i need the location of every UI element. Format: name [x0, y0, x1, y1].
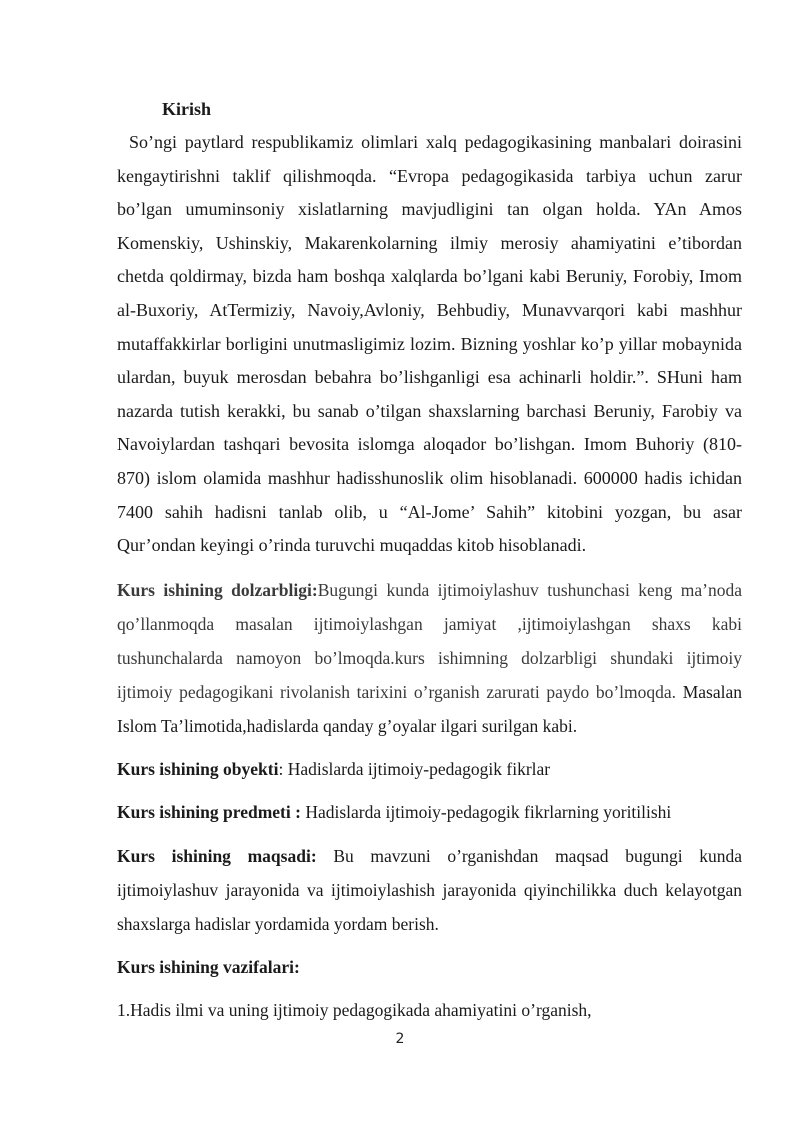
relevance-paragraph	[117, 573, 742, 743]
relevance-tail: Masalan Islom Ta’limotida,hadislarda qanday g’oyalar ilgari surilgan kabi.	[117, 681, 742, 736]
goal-text: Bu mavzuni o’rganishdan maqsad bugungi kunda ijtimoiylashuv jarayonida va ijtimoiylashish jarayonida qiyinchilikka duch kelayotgan shaxslarga hadislar yordamida yordam berish.	[117, 845, 742, 934]
page-content	[117, 96, 742, 1027]
object-label: Kurs ishining obyekti	[117, 758, 279, 779]
tasks-heading-line	[117, 950, 742, 984]
section-heading: Kirish	[162, 99, 212, 119]
goal-paragraph	[117, 839, 742, 941]
object-colon: :	[278, 758, 284, 779]
relevance-label: Kurs ishining dolzarbligi:	[117, 579, 318, 600]
goal-label: Kurs ishining maqsadi:	[117, 845, 317, 866]
tasks-label: Kurs ishining vazifalari:	[117, 956, 300, 977]
page-number: 2	[395, 1031, 405, 1047]
object-text: Hadislarda ijtimoiy-pedagogik fikrlar	[283, 758, 551, 779]
task-item: 1.Hadis ilmi va uning ijtimoiy pedagogikada ahamiyatini o’rganish,	[117, 999, 592, 1020]
subject-text: Hadislarda ijtimoiy-pedagogik fikrlarning yoritilishi	[305, 801, 672, 822]
object-line	[117, 752, 742, 786]
intro-paragraph: So’ngi paytlard respublikamiz olimlari xalq pedagogikasining manbalari doirasini kengaytirishni taklif qilishmoqda. “Evropa pedagogikasida tarbiya uchun zarur bo’lgan umuminsoniy xislatlarning mavjudligini tan olgan holda. YAn Amos Komenskiy, Ushinskiy, Makarenkolarning ilmiy merosiy ahamiyatini e’tibordan chetda qoldirmay, bizda ham boshqa xalqlarda bo’lgani kabi Beruniy, Forobiy, Imom al-Buxoriy, AtTermiziy, Navoiy,Avloniy, Behbudiy, Munavvarqori kabi mashhur mutaffakkirlar borligini unutmasligimiz lozim. Bizning yoshlar ko’p yillar mobaynida ulardan, buyuk merosdan bebahra bo’lishganligi esa achinarli holdir.”. SHuni ham nazarda tutish kerakki, bu sanab o’tilgan shaxslarning barchasi Beruniy, Farobiy va Navoiylardan tashqari bevosita islomga aloqador bo’lishgan. Imom Buhoriy (810-870) islom olamida mashhur hadisshunoslik olim hisoblanadi. 600000 hadis ichidan 7400 sahih hadisni tanlab olib, u “Al-Jome’ Sahih” kitobini yozgan, bu asar Qur’ondan keyingi o’rinda turuvchi muqaddas kitob hisoblanadi.	[117, 132, 742, 556]
subject-line	[117, 795, 742, 829]
subject-label: Kurs ishining predmeti :	[117, 801, 306, 822]
relevance-text: Bugungi kunda ijtimoiylashuv tushunchasi keng ma’noda qo’llanmoqda masalan ijtimoiylashgan jamiyat ,ijtimoiylashgan shaxs kabi tushunchalarda namoyon bo’lmoqda.kurs ishimning dolzarbligi shundaki ijtimoiy ijtimoiy pedagogikani rivolanish tarixini o’rganish zarurati paydo bo’lmoqda.	[117, 579, 742, 702]
